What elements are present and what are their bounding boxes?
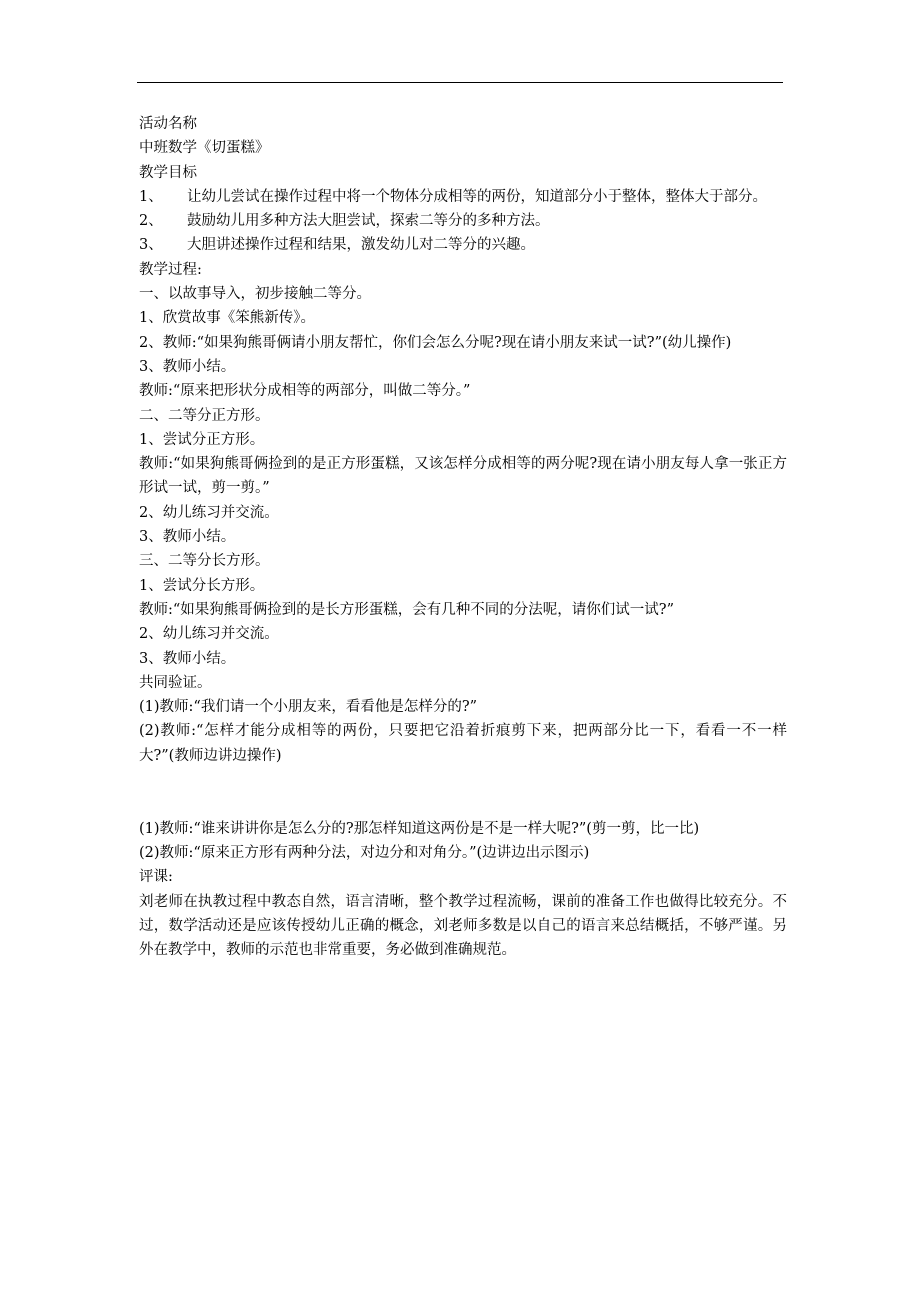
paragraph: (1)教师:“谁来讲讲你是怎么分的?那怎样知道这两份是不是一样大呢?”(剪一剪，比一比) [139,820,700,837]
section-label-teaching-process: 教学过程: [139,261,202,278]
section-label-activity-name: 活动名称 [139,116,197,132]
paragraph: 2、幼儿练习并交流。 [139,504,279,521]
goal-item [139,209,787,233]
paragraph: (1)教师:“我们请一个小朋友来，看看他是怎样分的?” [139,699,478,716]
section-label-teaching-goals: 教学目标 [139,164,197,181]
paragraph: 2、教师:“如果狗熊哥俩请小朋友帮忙，你们会怎么分呢?现在请小朋友来试一试?”(幼儿操作) [139,334,732,351]
goal-text: 鼓励幼儿用多种方法大胆尝试，探索二等分的多种方法。 [187,213,550,230]
goal-number: 2、 [139,213,163,230]
paragraph: 1、尝试分正方形。 [139,431,265,448]
paragraph: 共同验证。 [139,674,212,691]
paragraph: 教师:“如果狗熊哥俩捡到的是正方形蛋糕，又该怎样分成相等的两分呢?现在请小朋友每人拿一张正方形试一试，剪一剪。” [139,456,787,497]
goal-text: 大胆讲述操作过程和结果，激发幼儿对二等分的兴趣。 [187,237,535,254]
goal-number: 3、 [139,237,163,254]
review-paragraph: 刘老师在执教过程中教态自然，语言清晰，整个教学过程流畅，课前的准备工作也做得比较充分。不过，数学活动还是应该传授幼儿正确的概念，刘老师多数是以自己的语言来总结概括，不够严谨。另外在教学中，教师的示范也非常重要，务必做到准确规范。 [139,893,787,959]
paragraph: 1、尝试分长方形。 [139,577,265,594]
paragraph: 3、教师小结。 [139,529,236,546]
goal-text: 让幼儿尝试在操作过程中将一个物体分成相等的两份，知道部分小于整体，整体大于部分。 [187,188,767,205]
header-rule [137,82,783,83]
paragraph: 教师:“如果狗熊哥俩捡到的是长方形蛋糕，会有几种不同的分法呢，请你们试一试?” [139,601,674,618]
step-heading: 二、二等分正方形。 [139,407,270,424]
goal-number: 1、 [139,188,163,205]
step-heading: 一、以故事导入，初步接触二等分。 [139,286,371,303]
goal-item [139,185,787,209]
paragraph: 1、欣赏故事《笨熊新传》。 [139,310,315,327]
paragraph: 3、教师小结。 [139,358,236,375]
goal-item [139,233,787,257]
section-label-review: 评课: [139,869,173,886]
paragraph: 教师:“原来把形状分成相等的两部分，叫做二等分。” [139,383,471,400]
paragraph: (2)教师:“原来正方形有两种分法，对边分和对角分。”(边讲边出示图示) [139,844,590,861]
paragraph: (2)教师:“怎样才能分成相等的两份，只要把它沿着折痕剪下来，把两部分比一下，看看一不一样大?”(教师边讲边操作) [139,723,787,764]
document-body [139,112,787,962]
step-heading: 三、二等分长方形。 [139,553,270,570]
paragraph: 2、幼儿练习并交流。 [139,626,279,643]
paragraph: 3、教师小结。 [139,650,236,667]
activity-title: 中班数学《切蛋糕》 [139,140,270,157]
blank-space [139,768,787,817]
